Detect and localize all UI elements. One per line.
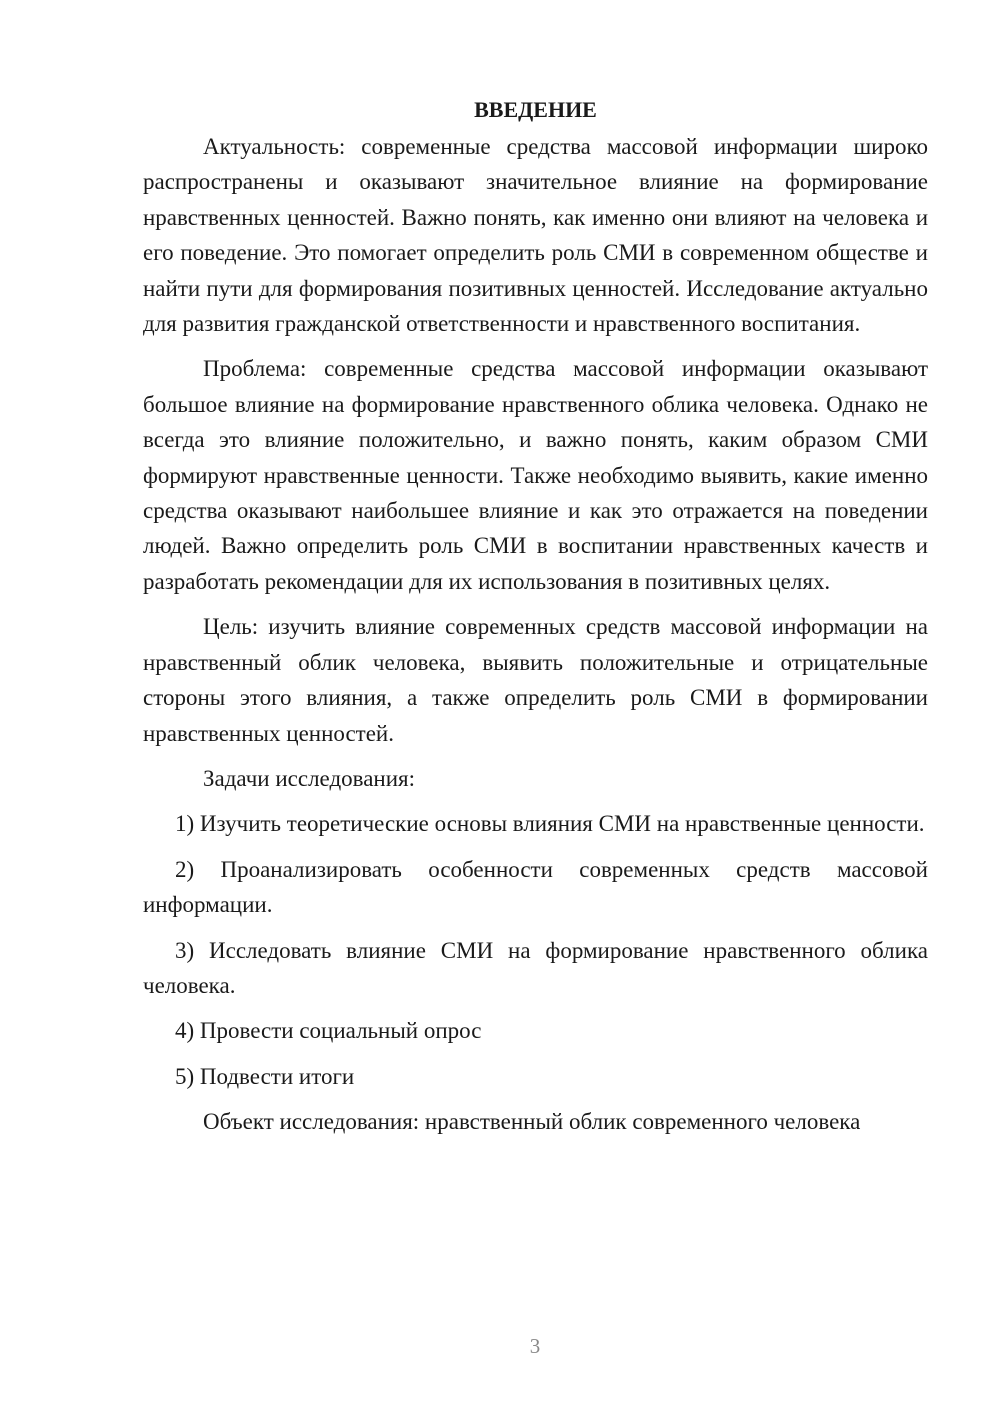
relevance-paragraph: Актуальность: современные средства массовой информации широко распространены и оказывают значительное влияние на формирование нравственных ценностей. Важно понять, как именно они влияют на человека и его поведение. Это помогает определить роль СМИ в современном обществе и найти пути для формирования позитивных ценностей. Исследование актуально для развития гражданской ответственности и нравственного воспитания.: [143, 134, 928, 337]
task-item-1: 1) Изучить теоретические основы влияния СМИ на нравственные ценности.: [175, 811, 925, 837]
task-item-2: 2) Проанализировать особенности современных средств массовой информации.: [143, 856, 928, 918]
problem-paragraph: Проблема: современные средства массовой информации оказывают большое влияние на формирование нравственного облика человека. Однако не всегда это влияние положительно, и важно понять, каким образом СМИ формируют нравственные ценности. Также необходимо выявить, какие именно средства оказывают наибольшее влияние и как это отражается на поведении людей. Важно определить роль СМИ в воспитании нравственных качеств и разработать рекомендации для их использования в позитивных целях.: [143, 356, 928, 594]
tasks-title: Задачи исследования:: [203, 765, 416, 791]
document-page: [143, 93, 928, 1150]
task-item-3: 3) Исследовать влияние СМИ на формирование нравственного облика человека.: [143, 937, 928, 998]
task-item-5: 5) Подвести итоги: [175, 1063, 355, 1089]
section-heading: ВВЕДЕНИЕ: [474, 97, 597, 122]
goal-paragraph: Цель: изучить влияние современных средств массовой информации на нравственный облик человека, выявить положительные и отрицательные стороны этого влияния, а также определить роль СМИ в формировании нравственных ценностей.: [143, 614, 928, 746]
page-number: 3: [529, 1334, 541, 1358]
task-item-4: 4) Провести социальный опрос: [175, 1018, 482, 1044]
object-paragraph: Объект исследования: нравственный облик современного человека: [203, 1109, 861, 1135]
